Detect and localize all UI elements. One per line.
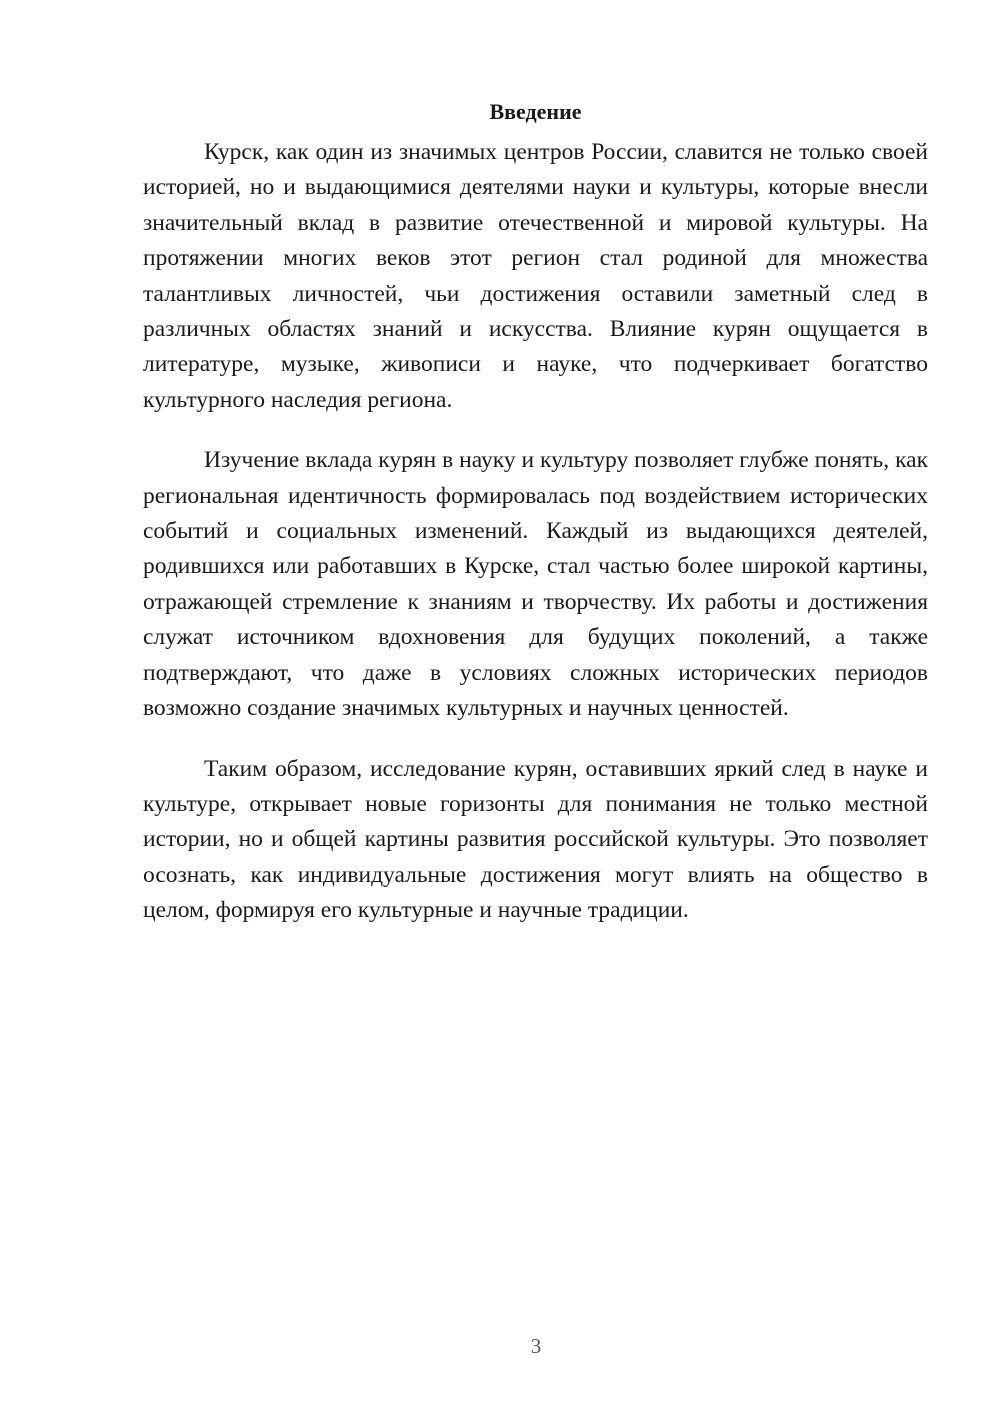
- paragraph-2: Изучение вклада курян в науку и культуру позволяет глубже понять, как региональная идентичность формировалась под воздействием исторических событий и социальных изменений. Каждый из выдающихся деятелей, родившихся или работавших в Курске, стал частью более широкой картины, отражающей стремление к знаниям и творчеству. Их работы и достижения служат источником вдохновения для будущих поколений, а также подтверждают, что даже в условиях сложных исторических периодов возможно создание значимых культурных и научных ценностей.: [143, 447, 928, 722]
- page-number: 3: [530, 1334, 542, 1358]
- section-title: Введение: [489, 99, 582, 124]
- page-content: [143, 97, 928, 954]
- paragraph-1: Курск, как один из значимых центров России, славится не только своей историей, но и выдающимися деятелями науки и культуры, которые внесли значительный вклад в развитие отечественной и мировой культуры. На протяжении многих веков этот регион стал родиной для множества талантливых личностей, чьи достижения оставили заметный след в различных областях знаний и искусства. Влияние курян ощущается в литературе, музыке, живописи и науке, что подчеркивает богатство культурного наследия региона.: [143, 139, 928, 413]
- paragraph-3: Таким образом, исследование курян, оставивших яркий след в науке и культуре, открывает новые горизонты для понимания не только местной истории, но и общей картины развития российской культуры. Это позволяет осознать, как индивидуальные достижения могут влиять на общество в целом, формируя его культурные и научные традиции.: [143, 755, 928, 924]
